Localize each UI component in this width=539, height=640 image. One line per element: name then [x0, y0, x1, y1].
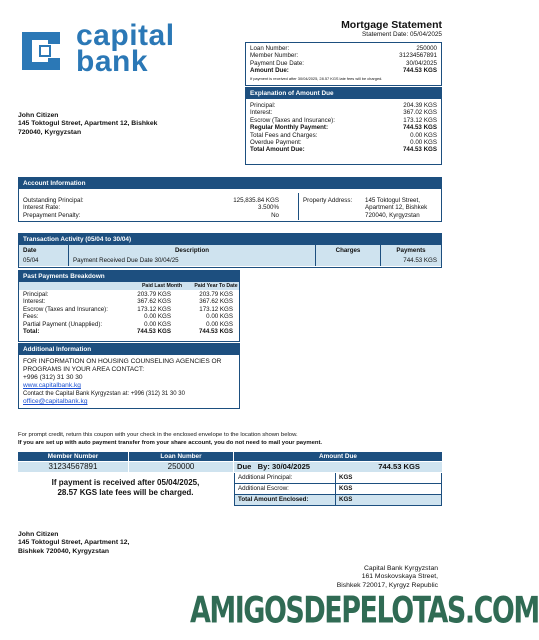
coupon-col-amount: Amount Due [234, 452, 442, 461]
add-escrow-label: Additional Escrow: [238, 485, 289, 492]
past-row-ytd: 203.79 KGS [199, 291, 233, 298]
brand-name-line2: bank [76, 45, 149, 78]
add-principal-label: Additional Principal: [238, 474, 293, 481]
coupon-col-member: Member Number [18, 452, 128, 461]
table-row [19, 255, 441, 266]
counseling-phone: +996 (312) 31 30 30 [23, 374, 83, 381]
explanation-row [250, 124, 437, 131]
coupon-col-loan: Loan Number [129, 452, 233, 461]
past-row [19, 328, 239, 335]
explanation-row-value: 744.53 KGS [402, 146, 437, 154]
past-row-label: Fees: [23, 313, 39, 321]
member-number-label: Member Number: [250, 52, 299, 60]
past-row-label: Interest: [23, 298, 46, 306]
explanation-row-label: Regular Monthly Payment: [250, 124, 329, 132]
col-paid-last-month: Paid Last Month [141, 283, 183, 289]
past-row [19, 291, 239, 298]
account-info-box [18, 177, 442, 222]
explanation-row [250, 109, 437, 116]
past-rows [19, 291, 239, 335]
loan-number-value: 250000 [416, 45, 437, 52]
amount-due-value: 744.53 KGS [402, 67, 437, 75]
rate-value: 3.500% [258, 204, 279, 212]
payment-due-value: 30/04/2025 [406, 59, 437, 67]
late-fee-note: If payment is received after 30/04/2025, 28.57 KGS late fees will be charged. [250, 75, 383, 81]
col-paid-ytd: Paid Year To Date [194, 283, 238, 289]
sender-address [18, 531, 129, 556]
past-row-label: Partial Payment (Unapplied): [23, 320, 103, 328]
outstanding-value: 125,835.84 KGS [233, 197, 279, 204]
logo-mark-icon [18, 24, 70, 78]
past-row-last-month: 0.00 KGS [144, 313, 171, 321]
explanation-row-label: Interest: [250, 109, 273, 117]
brand-name-line1: capital [76, 19, 175, 52]
coupon-late-line2: 28.57 KGS late fees will be charged. [57, 488, 194, 497]
add-escrow-field[interactable] [335, 484, 336, 494]
email-link[interactable]: office@capitalbank.kg [23, 398, 88, 405]
coupon-member-value: 31234567891 [18, 462, 128, 472]
recipient-street: 145 Toktogul Street, Apartment 12, Bishkek [18, 120, 158, 128]
add-escrow-currency: KGS [339, 485, 353, 492]
past-row-last-month: 203.79 KGS [137, 291, 171, 298]
account-info-header: Account Information [19, 178, 441, 189]
col-date: Date [19, 245, 69, 255]
coupon-late-line1: If payment is received after 05/04/2025, [51, 478, 200, 487]
col-payments: Payments [396, 246, 426, 254]
past-row [19, 306, 239, 313]
additional-info-header: Additional Information [19, 344, 239, 355]
explanation-row-label: Total Fees and Charges: [250, 131, 318, 139]
recipient-address [18, 112, 157, 137]
add-principal-field[interactable] [335, 473, 336, 483]
past-row [19, 321, 239, 328]
past-row-last-month: 173.12 KGS [137, 305, 171, 313]
transactions-body [19, 255, 441, 266]
past-row-last-month: 0.00 KGS [144, 320, 171, 328]
coupon [18, 452, 442, 507]
payment-due-label: Payment Due Date: [250, 59, 304, 67]
explanation-header: Explanation of Amount Due [246, 88, 441, 99]
tx-description: Payment Received Due Date 30/04/25 [69, 255, 316, 266]
summary-box [245, 42, 442, 86]
property-line3: 720040, Kyrgyzstan [365, 211, 420, 219]
explanation-box [245, 87, 442, 165]
bank-city: Bishkek 720017, Kyrgyz Republic [336, 581, 438, 589]
past-row-ytd: 173.12 KGS [199, 305, 233, 313]
sender-name: John Citizen [18, 531, 59, 538]
explanation-row-label: Escrow (Taxes and Insurance): [250, 116, 335, 124]
total-enclosed-label: Total Amount Enclosed: [238, 496, 309, 503]
explanation-row [250, 102, 437, 109]
past-row-ytd: 367.62 KGS [199, 298, 233, 306]
watermark: AMIGOSDEPELOTAS.COM [190, 590, 539, 632]
property-line2: Apartment 12, Bishkek [365, 204, 428, 212]
past-row-last-month: 744.53 KGS [136, 327, 171, 335]
explanation-row-value: 744.53 KGS [402, 124, 437, 132]
amount-due-label: Amount Due: [250, 67, 289, 75]
counseling-line1: FOR INFORMATION ON HOUSING COUNSELING AGENCIES OR [23, 358, 222, 365]
website-link[interactable]: www.capitalbank.kg [23, 382, 81, 389]
explanation-row [250, 146, 437, 153]
past-row-ytd: 744.53 KGS [198, 327, 233, 335]
explanation-row-value: 367.02 KGS [403, 109, 437, 117]
autopay-note: If you are set up with auto payment transfer from your share account, you do not need to mail your payment. [18, 440, 323, 446]
bank-logo [18, 19, 198, 80]
coupon-due-row [234, 462, 442, 472]
coupon-amount-value: 744.53 KGS [378, 462, 420, 471]
outstanding-label: Outstanding Principal: [23, 197, 84, 204]
explanation-row [250, 132, 437, 139]
explanation-row-value: 0.00 KGS [410, 131, 437, 139]
explanation-row-label: Total Amount Due: [250, 146, 305, 154]
bank-address [320, 565, 438, 590]
explanation-row [250, 139, 437, 146]
explanation-row-label: Overdue Payment: [250, 139, 302, 147]
loan-number-label: Loan Number: [250, 45, 290, 52]
statement-date: Statement Date: 05/04/2025 [362, 31, 442, 38]
property-line1: 145 Toktogul Street, [365, 197, 420, 204]
coupon-additional-box [234, 473, 442, 506]
sender-street: 145 Toktogul Street, Apartment 12, [18, 539, 130, 547]
rate-label: Interest Rate: [23, 204, 61, 212]
past-row-ytd: 0.00 KGS [206, 313, 233, 321]
coupon-late-fee [18, 478, 233, 498]
past-payments-box [18, 270, 240, 342]
coupon-due-by: Due By: 30/04/2025 [237, 462, 311, 471]
explanation-row-value: 204.39 KGS [403, 102, 437, 109]
past-row-ytd: 0.00 KGS [206, 320, 233, 328]
tx-charges [316, 255, 381, 266]
transactions-table [19, 245, 441, 266]
recipient-city: 720040, Kyrgyzstan [18, 128, 82, 136]
statement-title: Mortgage Statement [341, 19, 442, 31]
counseling-line2: PROGRAMS IN YOUR AREA CONTACT: [23, 366, 145, 373]
past-row-label: Principal: [23, 291, 49, 298]
past-row [19, 313, 239, 320]
sender-city: Bishkek 720040, Kyrgyzstan [18, 547, 110, 555]
transactions-header: Transaction Activity (05/04 to 30/04) [19, 234, 441, 245]
col-description: Description [69, 245, 316, 255]
explanation-row [250, 117, 437, 124]
explanation-row-value: 0.00 KGS [410, 139, 437, 147]
total-enclosed-field[interactable] [335, 495, 336, 505]
total-enclosed-currency: KGS [339, 496, 353, 503]
recipient-name: John Citizen [18, 112, 59, 119]
tx-payments: 744.53 KGS [403, 257, 437, 264]
explanation-row-value: 173.12 KGS [403, 116, 437, 124]
transactions-box [18, 233, 442, 268]
col-charges: Charges [316, 245, 381, 255]
prepay-label: Prepayment Penalty: [23, 211, 81, 219]
past-row [19, 298, 239, 305]
past-row-last-month: 367.62 KGS [137, 298, 171, 306]
member-number-value: 31234567891 [399, 52, 437, 60]
account-divider [298, 193, 299, 220]
property-label: Property Address: [303, 197, 353, 204]
explanation-rows [246, 99, 441, 154]
prepay-value: No [271, 211, 279, 219]
tx-date: 05/04 [19, 255, 69, 266]
contact-line: Contact the Capital Bank Kyrgyzstan at: +996 (312) 31 30 30 [23, 391, 185, 397]
past-row-label: Total: [23, 327, 40, 335]
past-row-label: Escrow (Taxes and Insurance): [23, 305, 108, 313]
explanation-row-label: Principal: [250, 102, 276, 109]
bank-name: Capital Bank Kyrgyzstan [363, 565, 438, 572]
additional-info-box [18, 343, 240, 409]
add-principal-currency: KGS [339, 474, 353, 481]
past-payments-header: Past Payments Breakdown [19, 271, 239, 282]
coupon-loan-value: 250000 [129, 462, 233, 472]
coupon-instruction: For prompt credit, return this coupon with your check in the enclosed envelope to the location shown below. [18, 432, 298, 438]
bank-street: 161 Moskovskaya Street, [361, 573, 438, 581]
